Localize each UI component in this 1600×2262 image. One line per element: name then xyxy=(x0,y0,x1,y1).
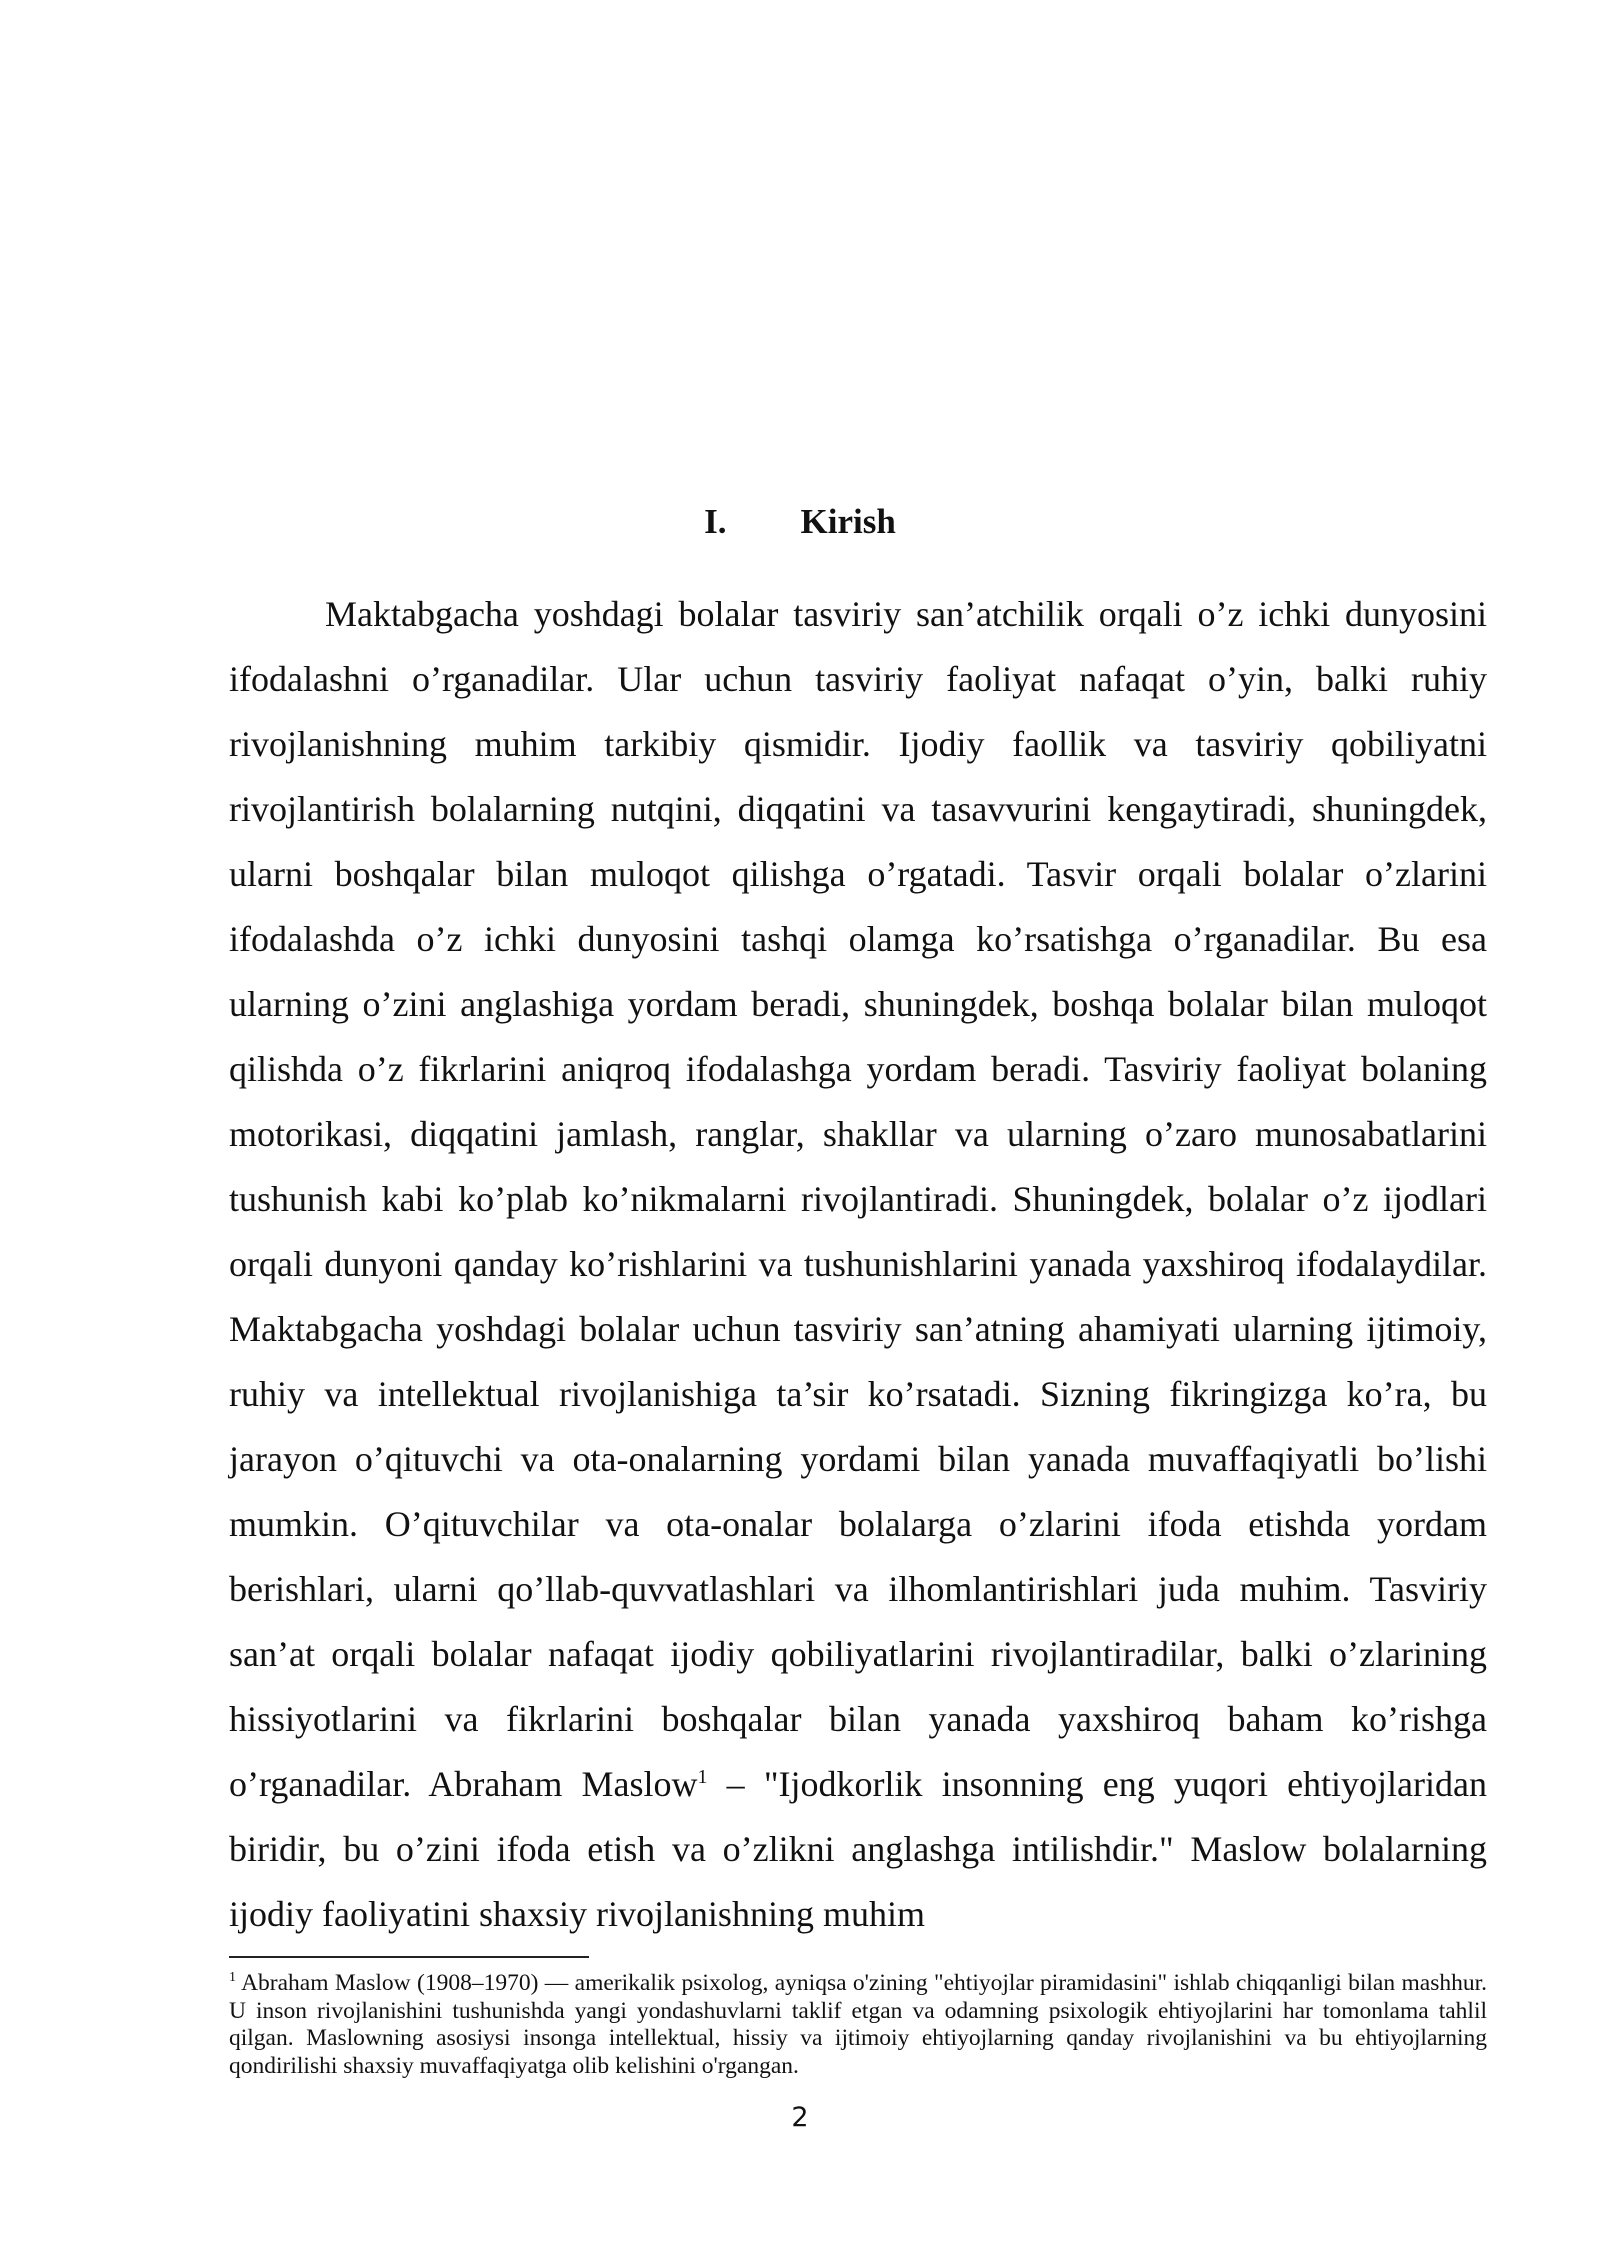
footnote-reference[interactable]: 1 xyxy=(697,1766,708,1788)
body-text-part-1: Maktabgacha yoshdagi bolalar tasviriy san’atchilik orqali o’z ichki dunyosini ifodalashni o’rganadilar. Ular uchun tasviriy faoliyat nafaqat o’yin, balki ruhiy rivojlanishning muhim tarkibiy qismidir. Ijodiy faollik va tasviriy qobiliyatni rivojlantirish bolalarning nutqini, diqqatini va tasavvurini kengaytiradi, shuningdek, ularni boshqalar bilan muloqot qilishga o’rgatadi. Tasvir orqali bolalar o’zlarini ifodalashda o’z ichki dunyosini tashqi olamga ko’rsatishga o’rganadilar. Bu esa ularning o’zini anglashiga yordam beradi, shuningdek, boshqa bolalar bilan muloqot qilishda o’z fikrlarini aniqroq ifodalashga yordam beradi. Tasviriy faoliyat bolaning motorikasi, diqqatini jamlash, ranglar, shakllar va ularning o’zaro munosabatlarini tushunish kabi ko’plab ko’nikmalarni rivojlantiradi. Shuningdek, bolalar o’z ijodlari orqali dunyoni qanday ko’rishlarini va tushunishlarini yanada yaxshiroq ifodalaydilar. Maktabgacha yoshdagi bolalar uchun tasviriy san’atning ahamiyati ularning ijtimoiy, ruhiy va intellektual rivojlanishiga ta’sir ko’rsatadi. Sizning fikringizga ko’ra, bu jarayon o’qituvchi va ota-onalarning yordami bilan yanada muvaffaqiyatli bo’lishi mumkin. O’qituvchilar va ota-onalar bolalarga o’zlarini ifoda etishda yordam berishlari, ularni qo’llab-quvvatlashlari va ilhomlantirishlari juda muhim. Tasviriy san’at orqali bolalar nafaqat ijodiy qobiliyatlarini rivojlantiradilar, balki o’zlarining hissiyotlarini va fikrlarini boshqalar bilan yanada yaxshiroq baham ko’rishga o’rganadilar. Abraham Maslow xyxy=(229,594,1487,1804)
footnote-text: Abraham Maslow (1908–1970) — amerikalik psixolog, ayniqsa o'zining "ehtiyojlar piramidasini" ishlab chiqqanligi bilan mashhur. U inson rivojlanishini tushunishda yangi yondashuvlarni taklif etgan va odamning psixologik ehtiyojlarini har tomonlama tahlil qilgan. Maslowning asosiysi insonga intellektual, hissiy va ijtimoiy ehtiyojlarning qanday rivojlanishini va bu ehtiyojlarning qondirilishi shaxsiy muvaffaqiyatga olib kelishini o'rgangan. xyxy=(229,1970,1487,2079)
section-heading xyxy=(0,497,1600,547)
footnote-marker: 1 xyxy=(229,1970,236,1986)
page-number: 2 xyxy=(791,2102,809,2133)
body-text-part-2: – "Ijodkorlik insonning eng yuqori ehtiyojlaridan biridir, bu o’zini ifoda etish va o’zlikni anglashga intilishdir." Maslow bolalarning ijodiy faoliyatini shaxsiy rivojlanishning muhim xyxy=(229,1764,1488,1934)
footnote-separator xyxy=(229,1956,589,1958)
body-paragraph xyxy=(229,582,1487,1947)
section-title: Kirish xyxy=(800,502,896,541)
section-number: I. xyxy=(704,502,727,541)
footnote xyxy=(229,1970,1487,2080)
